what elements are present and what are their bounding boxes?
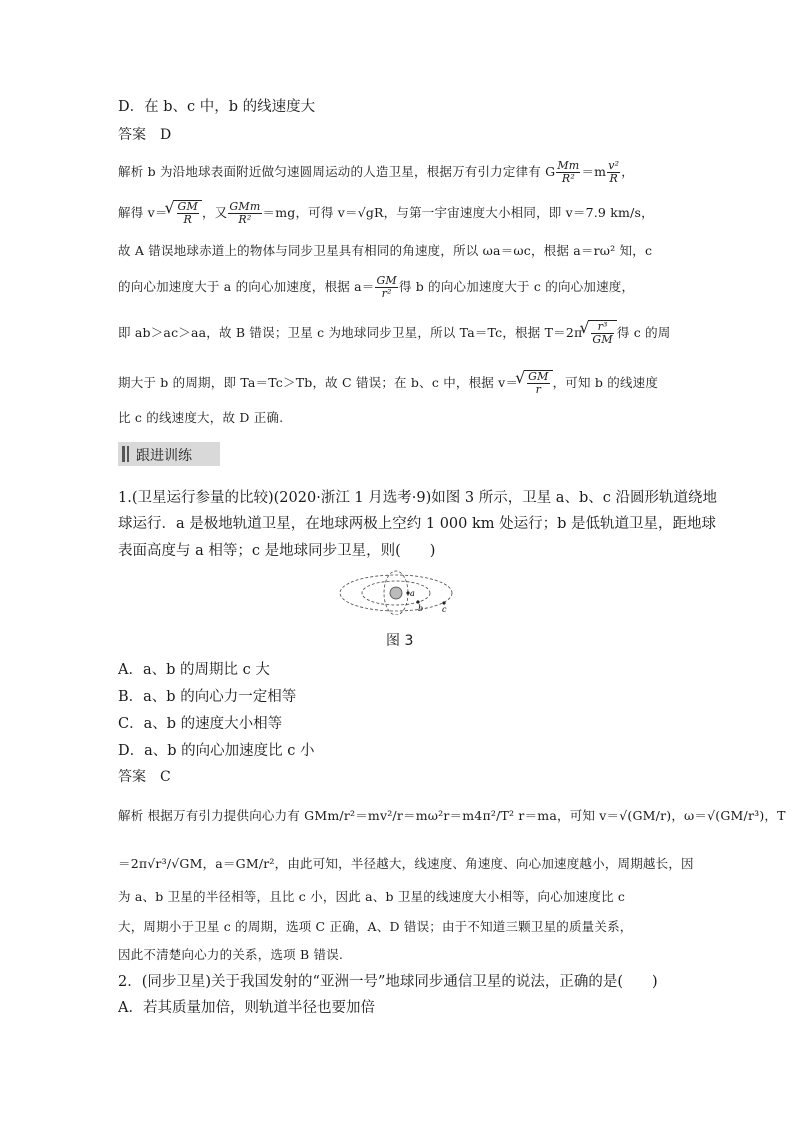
explanation-text: 得 c 的周	[616, 325, 671, 340]
explanation-line-5: 因此不清楚向心力的关系，选项 B 错误.	[118, 947, 344, 962]
explanation-text: 解得 v＝	[118, 205, 168, 220]
explanation-label: 解析	[118, 164, 144, 179]
fraction: $\frac{GM}{\text{r²}}$	[376, 274, 397, 300]
explanation-label: 解析	[118, 808, 144, 823]
explanation-text: 即 ab＞ac＞aa，故 B 错误；卫星 c 为地球同步卫星，所以 Ta＝Tc，根据 T＝2π	[118, 325, 583, 340]
fraction: $\frac{\text{v²}}{R}$	[608, 159, 620, 185]
label-b: b	[418, 604, 424, 613]
option-a: A．a、b 的周期比 c 大	[118, 662, 270, 678]
explanation-text: ，又	[202, 205, 228, 220]
question-2-line-1: 2．(同步卫星)关于我国发射的“亚洲一号”地球同步通信卫星的说法，正确的是( )	[118, 974, 658, 990]
option-b: B．a、b 的向心力一定相等	[118, 689, 297, 705]
figure-caption: 图 3	[386, 633, 414, 649]
option-d: D．在 b、c 中，b 的线速度大	[118, 99, 316, 115]
answer-line: 答案 D	[118, 127, 172, 143]
sqrt-expression: √ $\frac{GM}{R}$	[174, 200, 202, 226]
question-1-line-2: 球运行．a 是极地轨道卫星，在地球两极上空约 1 000 km 处运行；b 是低轨道卫星，距地球	[118, 516, 717, 532]
explanation-line-2: ＝2π√r³/√GM，a＝GM/r²，由此可知，半径越大，线速度、角速度、向心加速度越小，周期越长，因	[118, 856, 694, 871]
explanation-line-4: 大，周期小于卫星 c 的周期，选项 C 正确，A、D 错误；由于不知道三颗卫星的质量关系，	[118, 919, 633, 934]
earth-icon	[390, 587, 402, 599]
explanation-text: b 为沿地球表面附近做匀速圆周运动的人造卫星，根据万有引力定律有 G	[147, 164, 556, 179]
explanation-line-7: 比 c 的线速度大，故 D 正确.	[118, 410, 284, 425]
option-c: C．a、b 的速度大小相等	[118, 716, 283, 732]
fraction: $\frac{Mm}{\text{R²}}$	[557, 159, 580, 185]
explanation-text: 根据万有引力提供向心力有 GMm/r²＝mv²/r＝mω²r＝m4π²/T² r＝ma，可知 v＝√(GM/r)，ω＝√(GM/r³)，T	[147, 808, 786, 823]
explanation-text: 得 b 的向心加速度大于 c 的向心加速度，	[398, 279, 635, 294]
explanation-line-3: 为 a、b 卫星的半径相等，且比 c 小，因此 a、b 卫星的线速度大小相等，向心加速度比 c	[118, 889, 626, 904]
fraction: $\frac{\text{GMm}}{\text{R²}}$	[229, 200, 261, 226]
explanation-line-1: 解析 b 为沿地球表面附近做匀速圆周运动的人造卫星，根据万有引力定律有 G $\frac{Mm}{\text{R²}}$ ＝m $\frac{\text{v²}}{R}$ ，	[118, 159, 634, 185]
section-marker-icon	[127, 446, 129, 462]
label-c: c	[442, 605, 447, 614]
sqrt-expression: √ $\frac{GM}{r}$	[524, 370, 552, 396]
question-2-option-a: A．若其质量加倍，则轨道半径也要加倍	[118, 1000, 375, 1016]
sqrt-expression: √ $\frac{\text{r³}}{GM}$	[588, 320, 616, 346]
option-d: D．a、b 的向心加速度比 c 小	[118, 743, 315, 759]
question-1-line-1: 1.(卫星运行参量的比较)(2020·浙江 1 月选考·9)如图 3 所示，卫星 a、b、c 沿圆形轨道绕地	[118, 490, 717, 506]
section-header	[118, 442, 220, 466]
explanation-line-3: 故 A 错误地球赤道上的物体与同步卫星具有相同的角速度，所以 ωa＝ωc，根据 a＝rω² 知，c	[118, 243, 653, 258]
explanation-text: ＝mg，可得 v＝√gR，与第一宇宙速度大小相同，即 v＝7.9 km/s，	[262, 205, 654, 220]
label-a: a	[410, 589, 415, 598]
section-title: 跟进训练	[136, 448, 192, 464]
equation-text: ＝m	[581, 164, 607, 179]
explanation-line-4	[118, 275, 678, 300]
explanation-text: 期大于 b 的周期，即 Ta＝Tc＞Tb，故 C 错误；在 b、c 中，根据 v＝	[118, 375, 519, 390]
explanation-line-5	[118, 320, 678, 346]
section-marker-icon	[122, 446, 125, 462]
question-1-line-3: 表面高度与 a 相等；c 是地球同步卫星，则( )	[118, 543, 436, 559]
orbit-diagram	[338, 567, 468, 615]
explanation-text: 的向心加速度大于 a 的向心加速度，根据 a＝	[118, 279, 375, 294]
explanation-line-6	[118, 370, 678, 396]
answer-line: 答案 C	[118, 769, 171, 785]
explanation-text: ，可知 b 的线速度	[552, 375, 659, 390]
explanation-line-1	[118, 806, 786, 824]
explanation-line-2	[118, 200, 678, 226]
